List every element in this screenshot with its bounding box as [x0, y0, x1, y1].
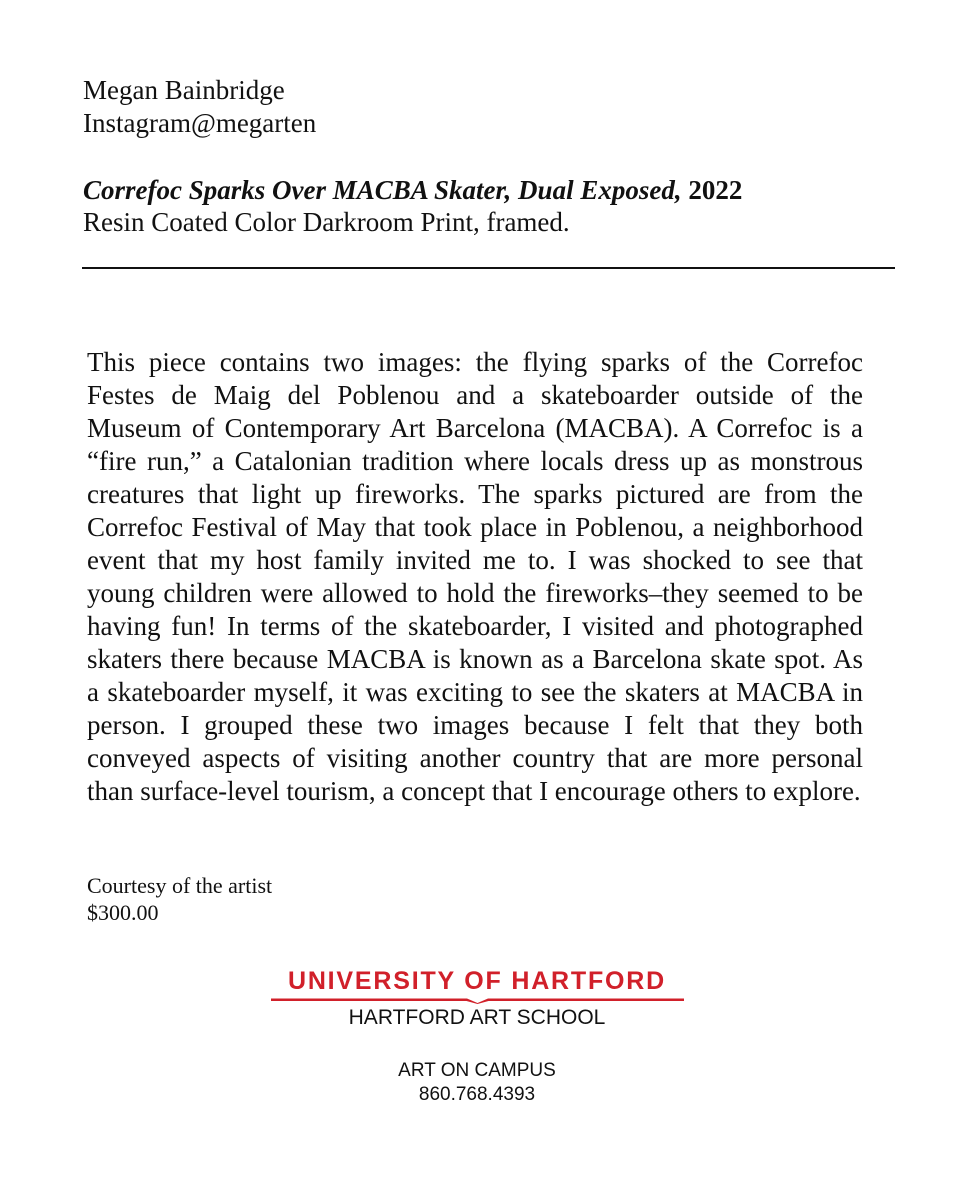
work-title: Correfoc Sparks Over MACBA Skater, Dual Exposed,: [83, 175, 682, 205]
school-name: HARTFORD ART SCHOOL: [348, 1006, 606, 1029]
artist-statement: This piece contains two images: the flying sparks of the Correfoc Festes de Maig del Poblenou and a skateboarder outside of the Museum of Contemporary Art Barcelona (MACBA). A Correfoc is a “fire run,” a Catalonian tradition where locals dress up as monstrous creatures that light up fireworks. The sparks pictured are from the Correfoc Festival of May that took place in Poblenou, a neighborhood event that my host family invited me to. I was shocked to see that young children were allowed to hold the fireworks–they seemed to be having fun! In terms of the skateboarder, I visited and photographed skaters there because MACBA is known as a Barcelona skate spot. As a skateboarder myself, it was exciting to see the skaters at MACBA in person. I grouped these two images because I felt that they both conveyed aspects of visiting another country that are more personal than surface-level tourism, a concept that I encourage others to explore.: [87, 347, 863, 806]
work-title-line: [83, 174, 742, 206]
phone-number: 860.768.4393: [418, 1084, 536, 1105]
work-info: [83, 174, 742, 238]
artist-info: [83, 74, 316, 140]
university-name: UNIVERSITY OF HARTFORD: [287, 967, 667, 995]
artist-name: Megan Bainbridge: [83, 75, 285, 105]
price: $300.00: [87, 900, 159, 925]
university-logo: [240, 966, 714, 1030]
credit-info: [87, 872, 272, 926]
logo-underline-icon: [271, 996, 684, 1004]
program-name: ART ON CAMPUS: [398, 1060, 556, 1081]
courtesy-line: Courtesy of the artist: [87, 873, 273, 898]
artist-instagram: Instagram@megarten: [83, 108, 317, 138]
work-year: 2022: [688, 175, 743, 205]
divider-line: [82, 267, 895, 269]
work-medium: Resin Coated Color Darkroom Print, framed.: [83, 207, 570, 237]
contact-info: [240, 1059, 714, 1107]
